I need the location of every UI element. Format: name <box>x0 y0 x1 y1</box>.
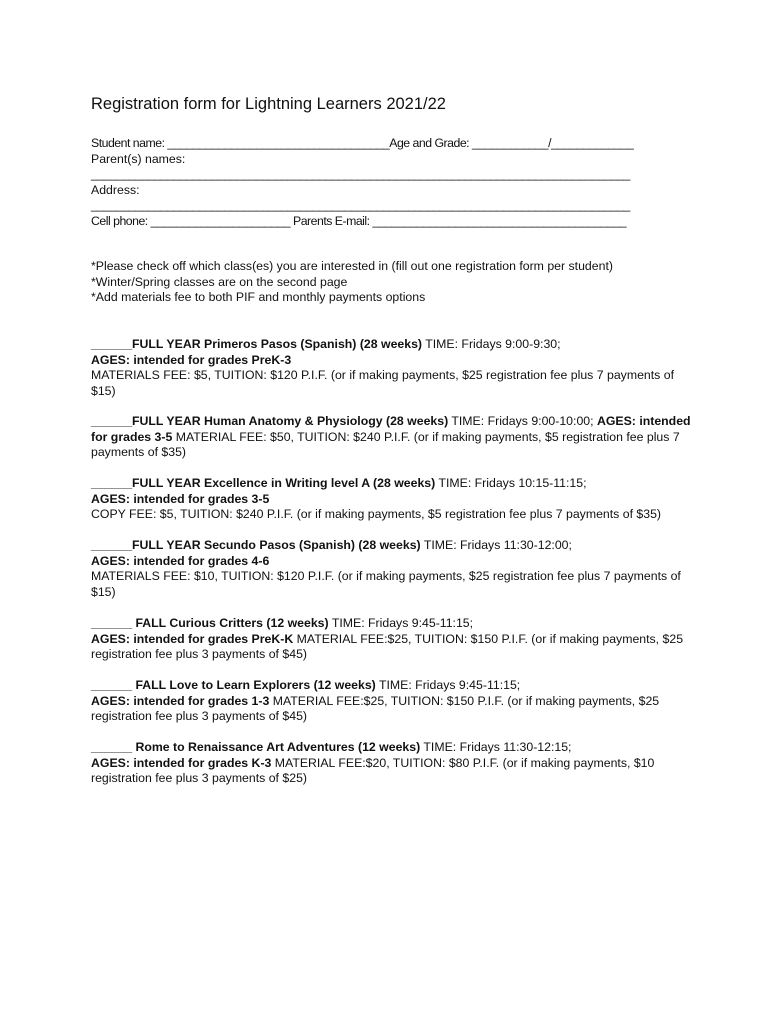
course-time: TIME: Fridays 11:30-12:15; <box>420 740 572 754</box>
course-ages: AGES: intended for grades 4-6 <box>91 553 270 568</box>
course-fees: COPY FEE: $5, TUITION: $240 P.I.F. (or if making payments, $5 registration fee plus 7 payments of $35) <box>91 507 662 522</box>
note-check-classes: *Please check off which class(es) you are interested in (fill out one registration form per student) <box>91 259 613 273</box>
course-fees: MATERIAL FEE: $50, TUITION: $240 P.I.F. (or if making payments, $5 registration fee plus 7 payments of $35) <box>91 429 680 460</box>
course-fees: MATERIALS FEE: $10, TUITION: $120 P.I.F. (or if making payments, $25 registration fee plus 7 payments of $15) <box>91 569 681 599</box>
address-label: Address: <box>91 183 140 197</box>
course-secundo-pasos[interactable] <box>91 538 691 600</box>
course-heading: ______FULL YEAR Secundo Pasos (Spanish) (28 weeks) <box>91 538 421 552</box>
course-fees: MATERIALS FEE: $5, TUITION: $120 P.I.F. (or if making payments, $25 registration fee plus 7 payments of $15) <box>91 368 674 398</box>
course-primeros-pasos[interactable] <box>91 337 691 399</box>
course-time: TIME: Fridays 9:45-11:15; <box>328 616 474 630</box>
course-time: TIME: Fridays 9:00-10:00; <box>448 414 597 428</box>
course-time: TIME: Fridays 9:00-9:30; <box>422 337 561 351</box>
course-ages: AGES: intended for grades 3-5 <box>91 414 691 444</box>
course-curious-critters[interactable] <box>91 616 691 663</box>
course-heading: ______FULL YEAR Human Anatomy & Physiology (28 weeks) <box>91 414 449 428</box>
course-ages: AGES: intended for grades 1-3 <box>91 693 270 708</box>
page-title: Registration form for Lightning Learners 2021/22 <box>91 95 446 113</box>
course-time: TIME: Fridays 10:15-11:15; <box>435 476 587 490</box>
course-rome-to-renaissance[interactable] <box>91 740 691 787</box>
note-winter-spring: *Winter/Spring classes are on the second page <box>91 274 348 289</box>
cell-phone-email-line[interactable]: Cell phone: ______________________ Parents E-mail: ________________________________________ <box>91 214 627 228</box>
course-time: TIME: Fridays 11:30-12:00; <box>420 538 572 552</box>
note-materials-fee: *Add materials fee to both PIF and monthly payments options <box>91 290 426 305</box>
course-ages: AGES: intended for grades PreK-K <box>91 631 294 646</box>
course-fees: MATERIAL FEE:$25, TUITION: $150 P.I.F. (or if making payments, $25 registration fee plus 3 payments of $45) <box>91 631 684 662</box>
course-heading: ______FULL YEAR Excellence in Writing level A (28 weeks) <box>91 476 436 490</box>
course-heading: ______FULL YEAR Primeros Pasos (Spanish) (28 weeks) <box>91 337 423 351</box>
course-human-anatomy[interactable] <box>91 414 691 461</box>
address-field[interactable]: _____________________________________________________________________________________ <box>91 198 630 212</box>
course-ages: AGES: intended for grades 3-5 <box>91 491 270 506</box>
course-time: TIME: Fridays 9:45-11:15; <box>375 678 521 692</box>
course-excellence-in-writing[interactable] <box>91 476 691 523</box>
instructions-notes <box>91 259 613 306</box>
parents-label: Parent(s) names: <box>91 152 186 166</box>
course-heading: ______ FALL Curious Critters (12 weeks) <box>91 616 329 630</box>
course-heading: ______ FALL Love to Learn Explorers (12 weeks) <box>91 678 376 692</box>
parents-names-field[interactable]: _____________________________________________________________________________________ <box>91 167 630 181</box>
course-ages: AGES: intended for grades PreK-3 <box>91 352 292 367</box>
course-heading: ______ Rome to Renaissance Art Adventures (12 weeks) <box>91 740 421 754</box>
course-love-to-learn-explorers[interactable] <box>91 678 691 725</box>
course-ages: AGES: intended for grades K-3 <box>91 755 272 770</box>
course-fees: MATERIAL FEE:$20, TUITION: $80 P.I.F. (or if making payments, $10 registration fee plus 3 payments of $25) <box>91 755 655 786</box>
course-fees: MATERIAL FEE:$25, TUITION: $150 P.I.F. (or if making payments, $25 registration fee plus 3 payments of $45) <box>91 693 660 724</box>
student-name-grade-line[interactable]: Student name: ___________________________________Age and Grade: ____________/_____________ <box>91 136 634 150</box>
